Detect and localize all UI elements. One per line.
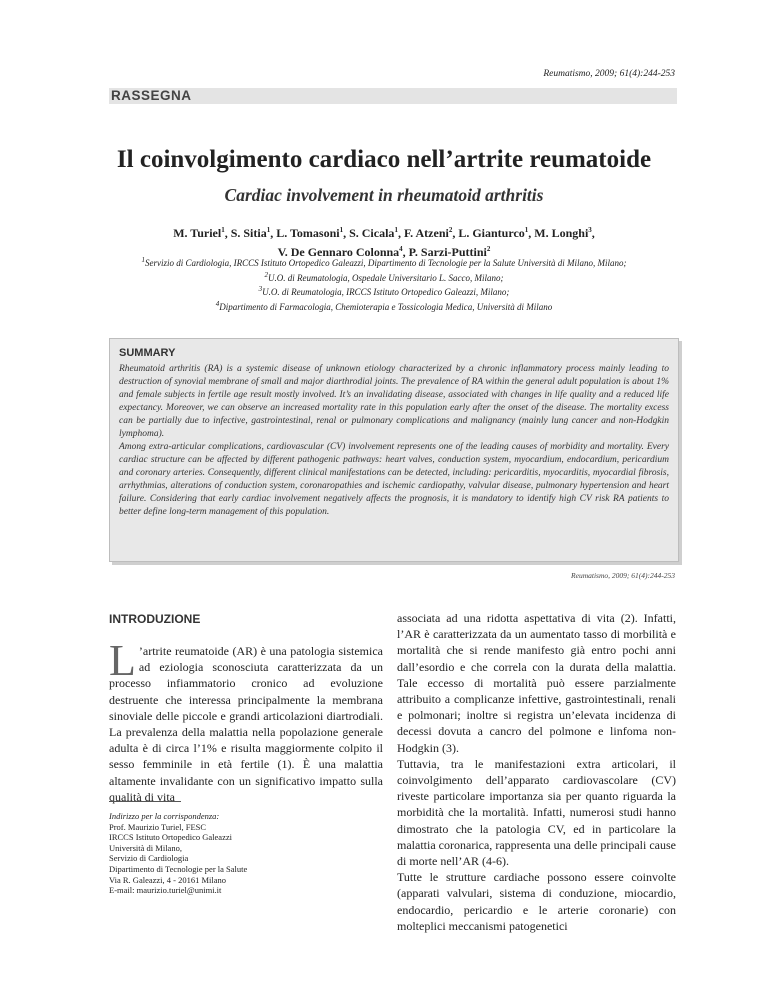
journal-reference-repeat: Reumatismo, 2009; 61(4):244-253 [571,571,675,580]
affiliation-number: 1 [141,256,145,264]
affiliation-marker: 2 [486,245,491,253]
correspondence-email[interactable]: E-mail: maurizio.turiel@unimi.it [109,885,222,896]
body-paragraph: associata ad una ridotta aspettativa di vita (2). Infatti, l’AR è caratterizzata da un aumentato tasso di morbilità e mortalità che si rende manifesto già entro pochi anni dall’esordio e che correla con la durata della malattia. Tale eccesso di mortalità può essere parzialmente attribuito a complicanze infettive, gastrointestinali, renali e polmonari; inoltre si registra un’elevata incidenza di decessi dovuta a cancro del polmone e linfoma non-Hodgkin (3). [397,611,676,755]
author-name: S. Sitia [230,226,267,240]
summary-paragraph: Among extra-articular complications, cardiovascular (CV) involvement represents one of the leading causes of morbidity and mortality. Every cardiac structure can be affected by different pathogenic pathways: heart valves, conduction system, myocardium, endocardium, pericardium and coronary arteries. Consequently, different clinical manifestations can be detected, including: pericarditis, myocarditis, myocardial fibrosis, arrhythmias, alterations of conduction system, coronaropathies and ischemic cardiopathy, valvular disease, pulmonary hypertension and heart failure. Considering that early cardiac involvement negatively affects the prognosis, it is mandatory to identify high CV risk RA patients to better define long-term management of this population. [119,442,669,517]
intro-paragraph [109,636,383,805]
author-name: M. Turiel [173,226,222,240]
affiliation-marker: 3 [588,226,592,234]
affiliation-marker: 4 [399,245,403,253]
affiliation-marker: 2 [448,226,453,234]
article-subtitle: Cardiac involvement in rheumatoid arthritis [224,185,544,205]
affiliation-list [0,255,768,313]
journal-reference: Reumatismo, 2009; 61(4):244-253 [543,69,675,79]
author-name: S. Cicala [349,226,395,240]
section-label: RASSEGNA [111,88,192,103]
summary-text [119,363,669,519]
author-name: P. Sarzi-Puttini [408,245,487,259]
correspondence-line: Università di Milano, [109,842,182,853]
affiliation-text: U.O. di Reumatologia, Ospedale Universitario L. Sacco, Milano; [268,272,504,283]
correspondence-line: IRCCS Istituto Ortopedico Galeazzi [109,832,232,843]
author-name: V. De Gennaro Colonna [277,245,400,259]
affiliation [0,299,768,314]
affiliation-number: 4 [215,299,220,308]
affiliation [0,255,768,270]
affiliation-marker: 1 [339,226,344,234]
body-column-right [397,610,676,934]
footnote-divider [109,801,181,802]
article-title: Il coinvolgimento cardiaco nell’artrite reumatoide [116,146,652,173]
affiliation [0,284,768,299]
affiliation-text: Dipartimento di Farmacologia, Chemioterapia e Tossicologia Medica, Università di Milano [219,301,553,312]
affiliation-number: 3 [258,285,263,293]
affiliation-marker: 1 [394,226,398,234]
affiliation-text: U.O. di Reumatologia, IRCCS Istituto Ortopedico Galeazzi, Milano; [262,287,510,297]
affiliation-number: 2 [264,270,268,279]
intro-paragraph-text: ’artrite reumatoide (AR) è una patologia sistemica ad eziologia sconosciuta caratterizzata da un processo infiammatorio cronico ad evoluzione destruente che interessa principalmente la membrana sinoviale delle piccole e grandi articolazioni diartrodiali. La prevalenza della malattia nella popolazione generale adulta è di circa l’1% e risulta maggiormente colpito il sesso femminile in età fertile (1). È una malattia altamente invalidante con un significativo impatto sulla qualità di vita [109,644,383,804]
correspondence-label: Indirizzo per la corrispondenza: [109,811,220,821]
correspondence-line: Via R. Galeazzi, 4 - 20161 Milano [109,874,227,885]
correspondence-line: Prof. Maurizio Turiel, FESC [109,821,207,832]
author-name: M. Longhi [534,226,589,240]
correspondence-block [109,811,383,896]
body-paragraph: Tuttavia, tra le manifestazioni extra articolari, il coinvolgimento dell’apparato cardiovascolare (CV) riveste particolare importanza sia per quanto riguarda la morbidità che la mortalità. Infatti, numerosi studi hanno dimostrato che la patologia CV, ed in particolare la malattia coronarica, rappresenta una delle principali cause di morte nell’AR (4-6). [397,756,676,869]
drop-cap: L [109,636,136,685]
section-heading-introduzione: INTRODUZIONE [109,612,201,626]
correspondence-line: Servizio di Cardiologia [109,853,189,864]
affiliation-marker: 1 [524,226,529,234]
summary-paragraph: Rheumatoid arthritis (RA) is a systemic disease of unknown etiology characterized by a chronic inflammatory process mainly leading to destruction of synovial membrane of small and major diarthrodial joints. The prevalence of RA within the general adult population is about 1% and female subjects in fertile age result mostly involved. It’s an invalidating disease, associated with changes in life quality and a reduced life expectancy. Moreover, we can observe an increased mortality rate in this population early after the onset of the disease. The mortality excess can be partially due to infective, gastrointestinal, renal or pulmonary complications and malignancy (mainly lung cancer and non-Hodgkin lymphoma). [119,364,669,439]
correspondence-line: Dipartimento di Tecnologie per la Salute [109,863,248,874]
affiliation [0,270,768,285]
author-name: F. Atzeni [403,226,449,240]
affiliation-text: Servizio di Cardiologia, IRCCS Istituto Ortopedico Galeazzi, Dipartimento di Tecnologie per la Salute Università di Milano, Milano; [144,258,627,268]
affiliation-marker: 1 [221,226,225,234]
section-bar [109,88,677,104]
author-name: L. Gianturco [458,226,525,240]
affiliation-marker: 1 [266,226,271,234]
body-paragraph: Tutte le strutture cardiache possono essere coinvolte (apparati valvulari, sistema di conduzione, miocardio, endocardio, pericardio e le arterie coronarie) con molteplici meccanismi patogenetici [397,870,676,933]
author-list: M. Turiel$^1$, S. Sitia$^1$, L. Tomasoni$^1$, S. Cicala$^1$, F. Atzeni$^2$, L. Gianturco$^1$, M. Longhi$^3$, V. De Gennaro Colonna$^4$, P. Sarzi-Puttini$^2$ [173,226,595,259]
summary-heading: SUMMARY [119,347,176,359]
summary-box [109,338,679,562]
author-name: L. Tomasoni [276,226,340,240]
